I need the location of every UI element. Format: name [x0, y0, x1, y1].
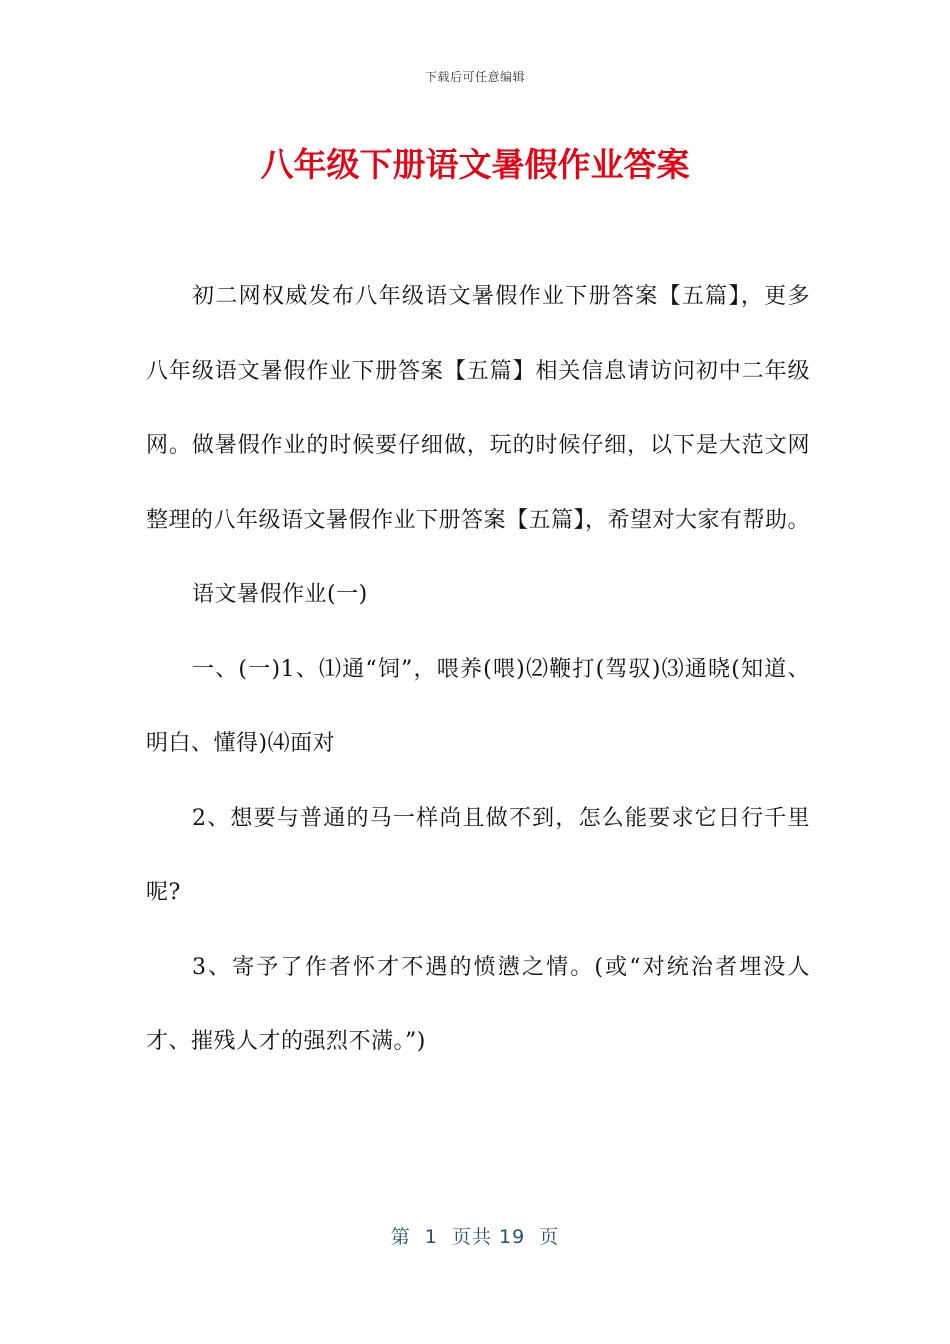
document-title: 八年级下册语文暑假作业答案: [260, 145, 690, 184]
page-number-footer: 第 1 页共 19 页: [390, 1226, 560, 1248]
answer-paragraph-3: 3、寄予了作者怀才不遇的愤懑之情。(或“对统治者埋没人才、摧残人才的强烈不满。”): [146, 954, 810, 1054]
section-heading: 语文暑假作业(一): [192, 582, 368, 607]
answer-paragraph-1: 一、(一)1、⑴通“饲”，喂养(喂)⑵鞭打(驾驭)⑶通晓(知道、明白、懂得)⑷面对: [146, 656, 810, 756]
header-note: 下载后可任意编辑: [424, 70, 525, 84]
answer-paragraph-2: 2、想要与普通的马一样尚且做不到，怎么能要求它日行千里呢?: [146, 805, 810, 905]
document-body: [146, 260, 810, 1080]
body-paragraph-intro: 初二网权威发布八年级语文暑假作业下册答案【五篇】，更多八年级语文暑假作业下册答案【五篇】相关信息请访问初中二年级网。做暑假作业的时候要仔细做，玩的时候仔细，以下是大范文网整理的八年级语文暑假作业下册答案【五篇】，希望对大家有帮助。: [146, 284, 811, 533]
